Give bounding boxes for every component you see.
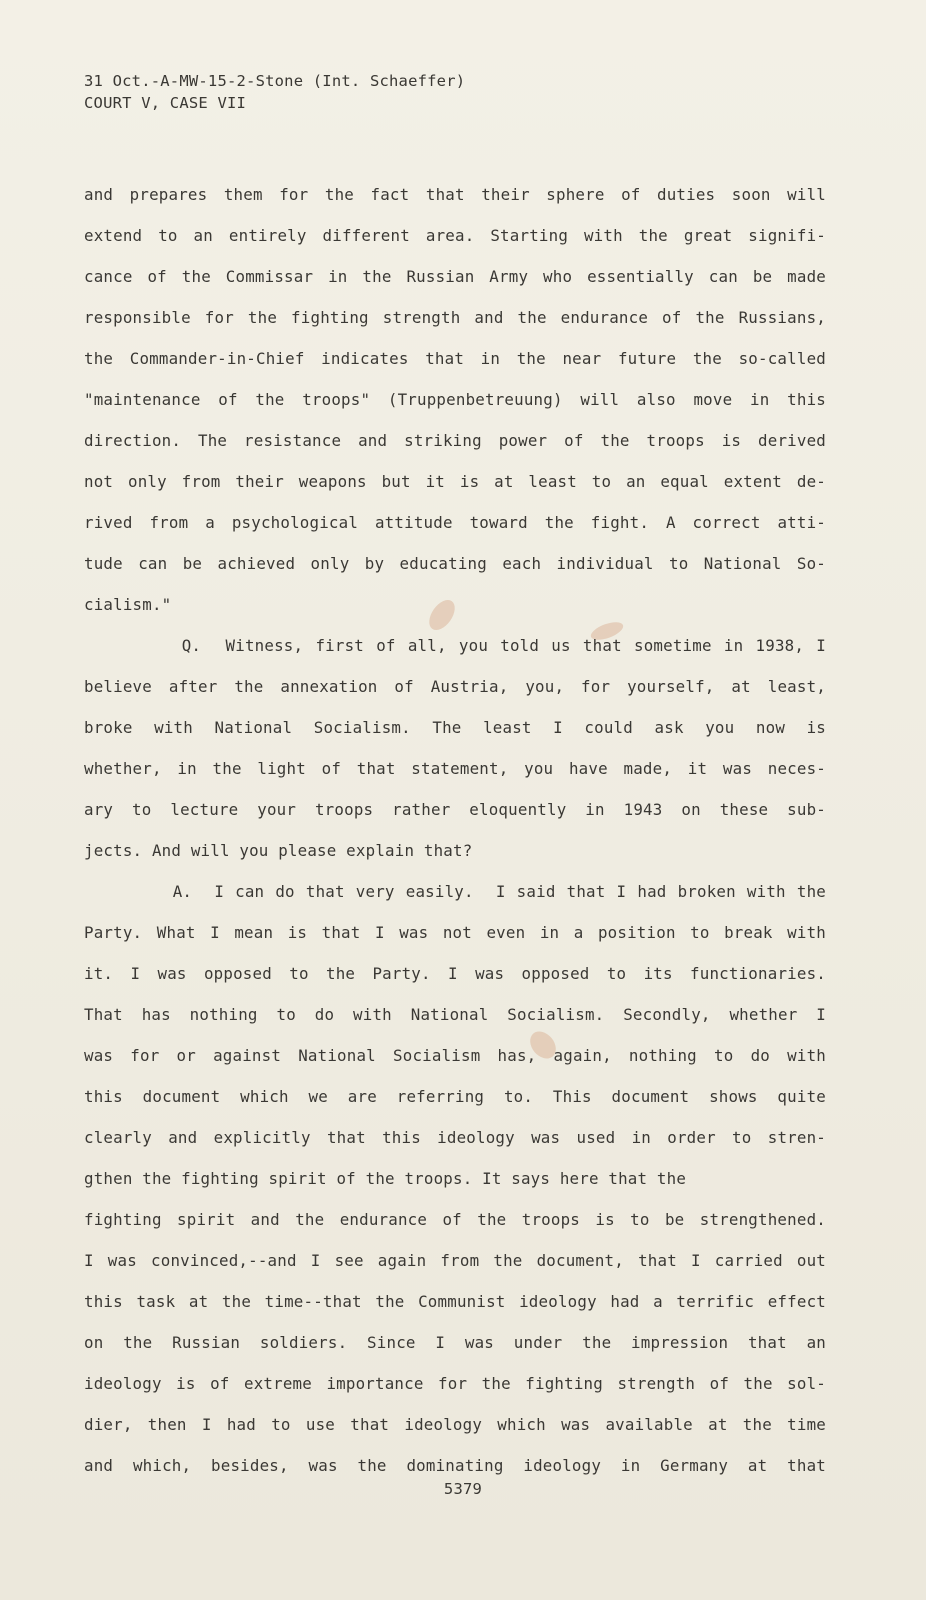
header-court-case: COURT V, CASE VII xyxy=(84,94,247,112)
text-line: That has nothing to do with National Socialism. Secondly, whether I xyxy=(84,1005,826,1024)
text-line: gthen the fighting spirit of the troops. It says here that the xyxy=(84,1169,687,1188)
text-line: responsible for the fighting strength and the endurance of the Russians, xyxy=(84,308,826,327)
text-line: Q. Witness, first of all, you told us that sometime in 1938, I xyxy=(84,636,826,655)
transcript-body xyxy=(84,174,826,1486)
page-number: 5379 xyxy=(443,1480,483,1498)
text-line: this task at the time--that the Communist ideology had a terrific effect xyxy=(84,1292,826,1311)
text-line: I was convinced,--and I see again from the document, that I carried out xyxy=(84,1251,826,1270)
text-line: broke with National Socialism. The least I could ask you now is xyxy=(84,718,826,737)
text-line: dier, then I had to use that ideology which was available at the time xyxy=(84,1415,826,1434)
text-line: jects. And will you please explain that? xyxy=(84,841,473,860)
text-line: "maintenance of the troops" (Truppenbetreuung) will also move in this xyxy=(84,390,826,409)
text-line: this document which we are referring to. This document shows quite xyxy=(84,1087,826,1106)
text-line: on the Russian soldiers. Since I was under the impression that an xyxy=(84,1333,826,1352)
text-line: whether, in the light of that statement, you have made, it was neces- xyxy=(84,759,826,778)
text-line: rived from a psychological attitude toward the fight. A correct atti- xyxy=(84,513,826,532)
text-line: and prepares them for the fact that their sphere of duties soon will xyxy=(84,185,826,204)
text-line: ideology is of extreme importance for the fighting strength of the sol- xyxy=(84,1374,826,1393)
text-line: cance of the Commissar in the Russian Army who essentially can be made xyxy=(84,267,826,286)
text-line: direction. The resistance and striking power of the troops is derived xyxy=(84,431,826,450)
text-line: the Commander-in-Chief indicates that in the near future the so-called xyxy=(84,349,826,368)
text-line: A. I can do that very easily. I said that I had broken with the xyxy=(84,882,826,901)
text-line: Party. What I mean is that I was not even in a position to break with xyxy=(84,923,826,942)
text-line: and which, besides, was the dominating ideology in Germany at that xyxy=(84,1456,826,1475)
document-header xyxy=(84,70,465,114)
text-line: it. I was opposed to the Party. I was opposed to its functionaries. xyxy=(84,964,826,983)
text-line: not only from their weapons but it is at least to an equal extent de- xyxy=(84,472,826,491)
text-line: was for or against National Socialism has, again, nothing to do with xyxy=(84,1046,826,1065)
header-case-reference: 31 Oct.-A-MW-15-2-Stone (Int. Schaeffer) xyxy=(84,72,466,90)
text-line: fighting spirit and the endurance of the troops is to be strengthened. xyxy=(84,1210,826,1229)
text-line: cialism." xyxy=(84,595,172,614)
text-line: believe after the annexation of Austria, you, for yourself, at least, xyxy=(84,677,826,696)
text-line: ary to lecture your troops rather eloquently in 1943 on these sub- xyxy=(84,800,826,819)
text-line: clearly and explicitly that this ideology was used in order to stren- xyxy=(84,1128,826,1147)
text-line: extend to an entirely different area. Starting with the great signifi- xyxy=(84,226,826,245)
text-line: tude can be achieved only by educating each individual to National So- xyxy=(84,554,826,573)
